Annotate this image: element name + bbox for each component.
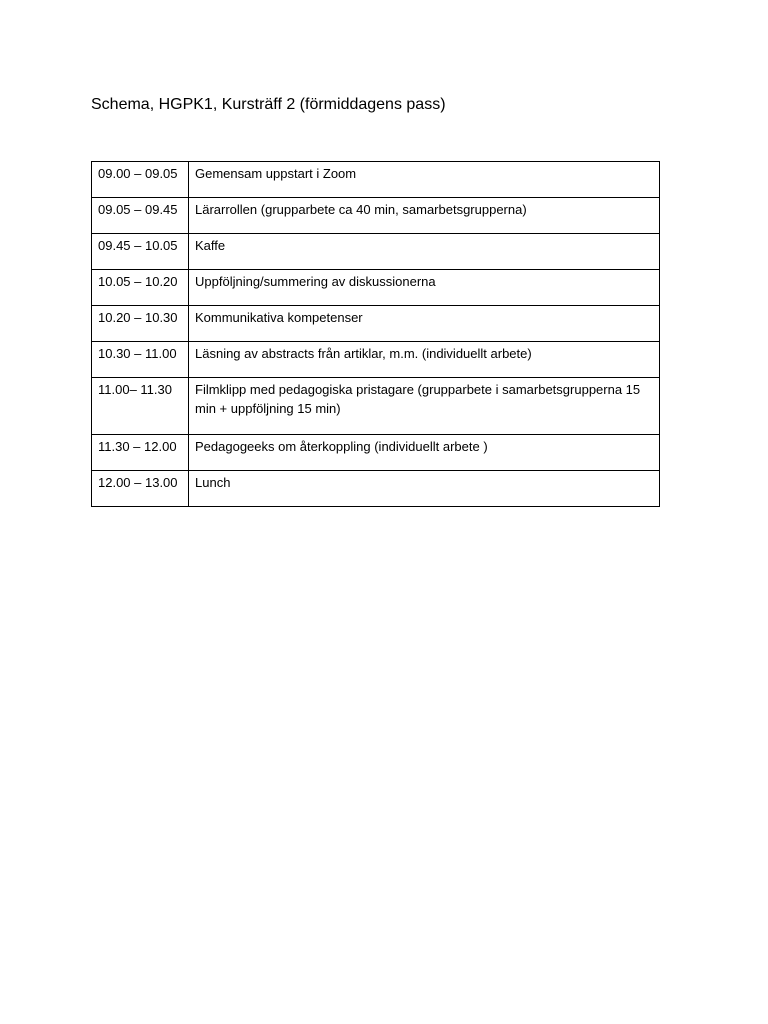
activity-cell: Kaffe [189,234,660,270]
table-row [92,234,660,270]
table-row [92,378,660,435]
activity-cell: Uppföljning/summering av diskussionerna [189,270,660,306]
time-cell: 10.05 – 10.20 [92,270,189,306]
time-cell: 10.30 – 11.00 [92,342,189,378]
table-row [92,471,660,507]
time-cell: 12.00 – 13.00 [92,471,189,507]
page-title: Schema, HGPK1, Kursträff 2 (förmiddagens pass) [91,96,446,113]
activity-cell: Lunch [189,471,660,507]
time-cell: 09.05 – 09.45 [92,198,189,234]
time-cell: 11.00– 11.30 [92,378,189,435]
activity-cell: Gemensam uppstart i Zoom [189,162,660,198]
table-row [92,342,660,378]
activity-cell: Filmklipp med pedagogiska pristagare (grupparbete i samarbetsgrupperna 15 min + uppföljning 15 min) [189,378,660,435]
table-row [92,198,660,234]
table-row [92,306,660,342]
time-cell: 09.45 – 10.05 [92,234,189,270]
activity-cell: Lärarrollen (grupparbete ca 40 min, samarbetsgrupperna) [189,198,660,234]
table-row [92,270,660,306]
time-cell: 09.00 – 09.05 [92,162,189,198]
time-cell: 10.20 – 10.30 [92,306,189,342]
activity-cell: Kommunikativa kompetenser [189,306,660,342]
schedule-table [91,161,660,507]
table-row [92,162,660,198]
activity-cell: Pedagogeeks om återkoppling (individuellt arbete ) [189,435,660,471]
table-row [92,435,660,471]
time-cell: 11.30 – 12.00 [92,435,189,471]
activity-cell: Läsning av abstracts från artiklar, m.m. (individuellt arbete) [189,342,660,378]
schedule-table-body [92,162,660,507]
